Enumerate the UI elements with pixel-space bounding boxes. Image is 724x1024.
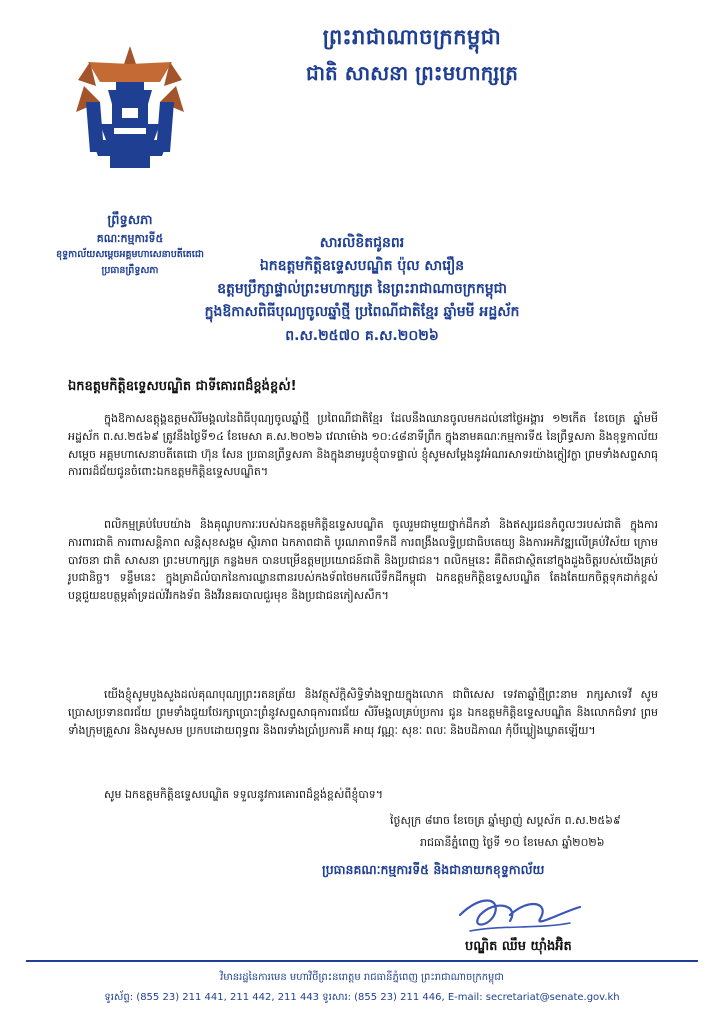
city-date: រាជធានីភ្នំពេញ ថ្ងៃទី ១០ ខែមេសា ឆ្នាំ២០២៦ — [420, 836, 605, 849]
year-line: ព.ស.២៥៧០ គ.ស.២០២៦ — [285, 328, 439, 344]
salutation: ឯកឧត្តមកិត្តិឧទ្ទេសបណ្ឌិត ជាទីគោរពដ៏ខ្ពង់ខ្ពស់! — [68, 379, 297, 394]
committee-label: គណៈកម្មការទី៥ — [96, 232, 164, 245]
footer-contact: ទូរស័ព្ទ: (855 23) 211 441, 211 442, 211 443 ទូរសារ: (855 23) 211 446, E-mail: secretariat@senate.gov.kh — [104, 992, 620, 1003]
senate-emblem-icon — [70, 42, 190, 182]
kingdom-heading: ព្រះរាជាណាចក្រកម្ពុជា — [322, 25, 502, 49]
footer-address: វិមានរដ្ឋនៃការមេន មហាវិថីព្រះនរោត្តម រាជធានីភ្នំពេញ ព្រះរាជាណាចក្រកម្ពុជា — [220, 972, 504, 983]
recipient-line: ឯកឧត្តមកិត្តិឧទ្ទេសបណ្ឌិត ប៉ុល សារឿន — [259, 258, 465, 274]
office-label: ខុទ្ទកាល័យសម្តេចអគ្គមហាសេនាបតីតេជោ — [56, 249, 204, 260]
president-label: ប្រធានព្រឹទ្ធសភា — [101, 265, 159, 276]
body-paragraph-4: សូម ឯកឧត្តមកិត្តិឧទ្ទេសបណ្ឌិត ទទួលនូវការគោរពដ៏ខ្ពង់ខ្ពស់ពីខ្ញុំបាទ។ — [104, 788, 384, 801]
letter-title: សារលិខិតជូនពរ — [319, 235, 405, 251]
lunar-date: ថ្ងៃសុក្រ ៨រោច ខែចេត្រ ឆ្នាំម្សាញ់ សប្តស័ក ព.ស.២៥៦៩ — [390, 814, 621, 827]
position-line: ឧត្តមប្រឹក្សាផ្ទាល់ព្រះមហាក្សត្រ នៃព្រះរាជាណាចក្រកម្ពុជា — [217, 281, 507, 297]
body-paragraph-1: ក្នុងឱកាសឧត្តុង្គឧត្តមសិរីមង្គលនៃពិធីបុណ្យចូលឆ្នាំថ្មី ប្រពៃណីជាតិខ្មែរ ដែលនឹងឈានចូលមកដល់នៅថ្ងៃអង្គារ ១២កើត ខែចេត្រ ឆ្នាំមមី អដ្ឋស័ក ព.ស.២៥៦៩ ត្រូវនឹងថ្ងៃទី១៤ ខែមេសា គ.ស.២០២៦ វេលាម៉ោង ១០:៤៨នាទីព្រឹក ក្នុងនាមគណៈកម្មការទី៥ នៃព្រឹទ្ធសភា និងខុទ្ទកាល័យសម្តេច អគ្គមហាសេនាបតីតេជោ ហ៊ុន សែន ប្រធានព្រឹទ្ធសភា និងក្នុងនាមរូបខ្ញុំបាទផ្ទាល់ ខ្ញុំសូមសម្តែងនូវអំណរសាទរយ៉ាងក្លៀវក្លា ព្រមទាំងសព្ទសាធុការពរដ៏ជ័យជូនចំពោះឯកឧត្តមកិត្តិឧទ្ទេសបណ្ឌិត។ — [68, 412, 658, 479]
signer-name: បណ្ឌិត ឈឹម យ៉ាំងអ៊ិត — [465, 939, 572, 954]
signatory-title: ប្រធានគណៈកម្មការទី៥ និងជានាយកខុទ្ទកាល័យ — [322, 862, 545, 877]
national-motto: ជាតិ សាសនា ព្រះមហាក្សត្រ — [306, 61, 518, 85]
body-paragraph-2: ពលិកម្មគ្រប់បែបយ៉ាង និងគុណូបការៈរបស់ឯកឧត្តមកិត្តិឧទ្ទេសបណ្ឌិត ចូលរួមជាមួយថ្នាក់ដឹកនាំ និងឥស្សរជនកំពូលៗរបស់ជាតិ ក្នុងការការពារជាតិ ការពារសន្តិភាព សន្តិសុខសង្គម ស្ថិរភាព ឯកភាពជាតិ បូរណភាពទឹកដី ការពង្រឹងលទ្ធិប្រជាធិបតេយ្យ និងការអភិវឌ្ឍលើគ្រប់វិស័យ ក្រោមបាវចនា ជាតិ សាសនា ព្រះមហាក្សត្រ កន្លងមក បានបម្រើឧត្តមប្រយោជន៍ជាតិ និងប្រជាជន។ ពលិកម្មនេះ គឺពិតជាស្ថិតនៅក្នុងដួងចិត្តរបស់យើងគ្រប់រូបជានិច្ច។ ទន្ទឹមនេះ ក្នុងគ្រាដ៏លំបាកនៃការឈ្លានពានរបស់កងទ័ពថៃមកលើទឹកដីកម្ពុជា ឯកឧត្តមកិត្តិឧទ្ទេសបណ្ឌិត តែងតែយកចិត្តទុកដាក់ខ្ពស់បន្តជួយឧបត្ថម្ភគាំទ្រដល់វីរកងទ័ព និងវីរនគរបាលជួរមុខ និងប្រជាជនភៀសសឹក។ — [68, 518, 658, 603]
body-paragraph-3: យើងខ្ញុំសូមបួងសួងដល់គុណបុណ្យព្រះរតនត្រ័យ និងវត្ថុស័ក្តិសិទ្ធិទាំងឡាយក្នុងលោក ជាពិសេស ទេវតាឆ្នាំថ្មីព្រះនាម រាក្សសាទេវី សូមប្រោសប្រទានពរជ័យ ព្រមទាំងជួយថែរក្សាប្រោះព្រំនូវសព្ទសាធុការពរជ័យ សិរីមង្គលគ្រប់ប្រការ ជូន ឯកឧត្តមកិត្តិឧទ្ទេសបណ្ឌិត និងលោកជំទាវ ព្រមទាំងក្រុមគ្រួសារ និងសូមសម ប្រកបដោយពុទ្ធពរ និងពរទាំងប្រាំប្រការគឺ អាយុ វណ្ណៈ សុខៈ ពលៈ និងបដិភាណ កុំបីឃ្លៀងឃ្លាតឡើយ។ — [68, 688, 658, 737]
handwritten-signature — [440, 885, 600, 945]
occasion-line: ក្នុងឱកាសពិធីបុណ្យចូលឆ្នាំថ្មី ប្រពៃណីជាតិខ្មែរ ឆ្នាំមមី អដ្ឋស័ក — [204, 304, 520, 320]
footer-divider — [26, 960, 698, 962]
senate-label: ព្រឹទ្ធសភា — [107, 213, 153, 228]
